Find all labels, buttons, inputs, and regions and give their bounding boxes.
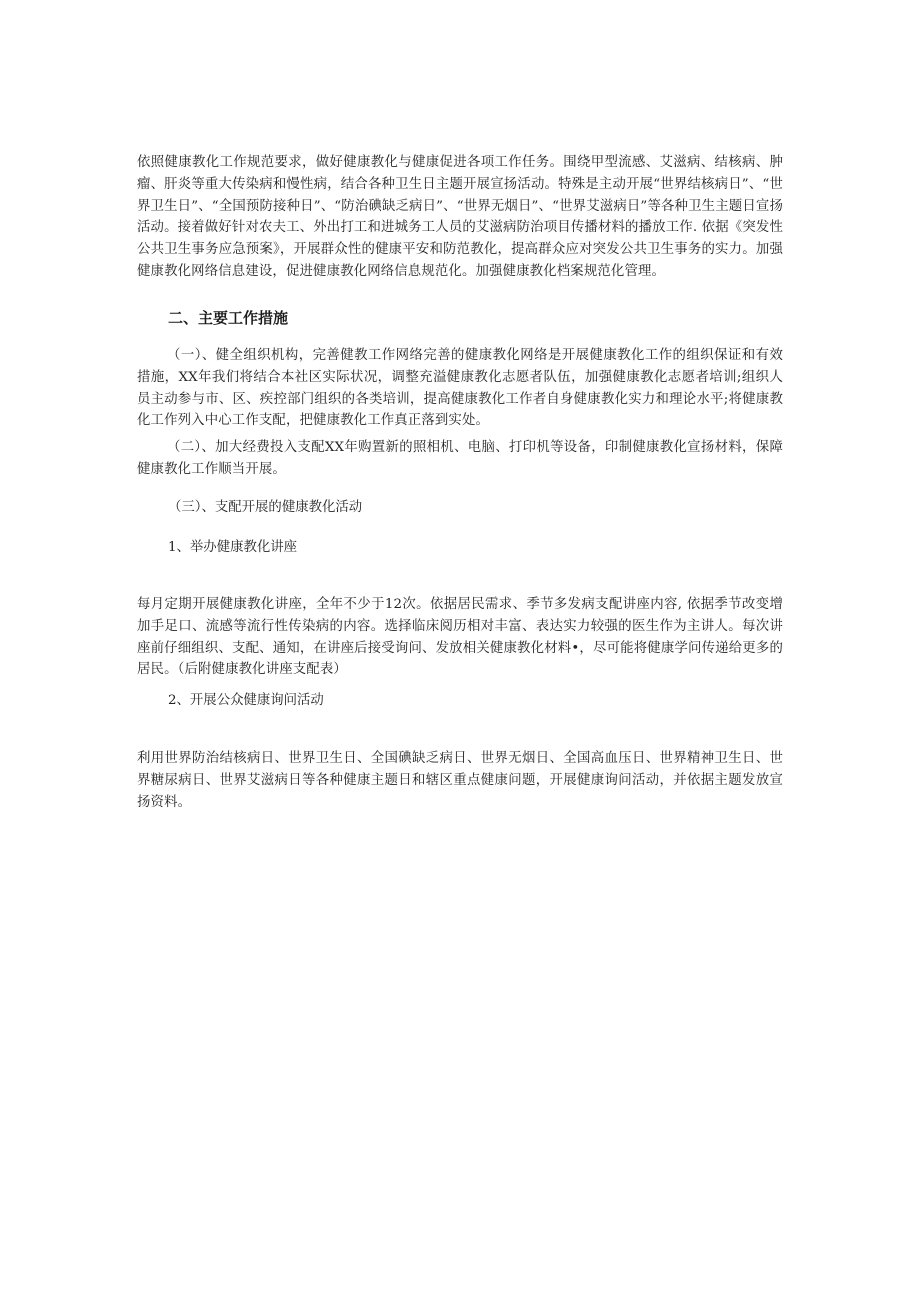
measure-3-heading: （三）、支配开展的健康教化活动: [168, 500, 363, 515]
intro-paragraph: 依照健康教化工作规范要求，做好健康教化与健康促进各项工作任务。围绕甲型流感、艾滋病、结核病、肿瘤、肝炎等重大传染病和慢性病，结合各种卫生日主题开展宣扬活动。特殊是主动开展“世界结核病日”、“世界卫生日”、“全国预防接种日”、“防治碘缺乏病日”、“世界无烟日”、“世界艾滋病日”等各种卫生主题日宣扬活动。接着做好针对农夫工、外出打工和进城务工人员的艾滋病防治项目传播材料的播放工作. 依据《突发性公共卫生事务应急预案》，开展群众性的健康平安和防范教化，提高群众应对突发公共卫生事务的实力。加强健康教化网络信息建设，促进健康教化网络信息规范化。加强健康教化档案规范化管理。: [137, 155, 783, 279]
sub-1-body: 每月定期开展健康教化讲座，全年不少于12次。依据居民需求、季节多发病支配讲座内容, 依据季节改变增加手足口、流感等流行性传染病的内容。选择临床阅历相对丰富、表达实力较强的医生作为主讲人。每次讲座前仔细组织、支配、通知，在讲座后接受询问、发放相关健康教化材料•，尽可能将健康学问传递给更多的居民。（后附健康教化讲座支配表）: [137, 597, 783, 678]
sub-2-body: 利用世界防治结核病日、世界卫生日、全国碘缺乏病日、世界无烟日、全国高血压日、世界精神卫生日、世界糖尿病日、世界艾滋病日等各种健康主题日和辖区重点健康问题，开展健康询问活动，并依据主题发放宣扬资料。: [137, 751, 783, 810]
section-heading: 二、主要工作措施: [168, 309, 289, 327]
measure-1-paragraph: （一）、健全组织机构，完善健教工作网络完善的健康教化网络是开展健康教化工作的组织保证和有效措施，XX年我们将结合本社区实际状况，调整充溢健康教化志愿者队伍，加强健康教化志愿者培训;组织人员主动参与市、区、疾控部门组织的各类培训，提高健康教化工作者自身健康教化实力和理论水平;将健康教化工作列入中心工作支配，把健康教化工作真正落到实处。: [137, 348, 783, 429]
measure-2-paragraph: （二）、加大经费投入支配XX年购置新的照相机、电脑、打印机等设备，印制健康教化宣扬材料，保障健康教化工作顺当开展。: [137, 440, 783, 477]
sub-2-title: 2、开展公众健康询问活动: [168, 693, 324, 708]
sub-1-title: 1、举办健康教化讲座: [168, 540, 298, 555]
